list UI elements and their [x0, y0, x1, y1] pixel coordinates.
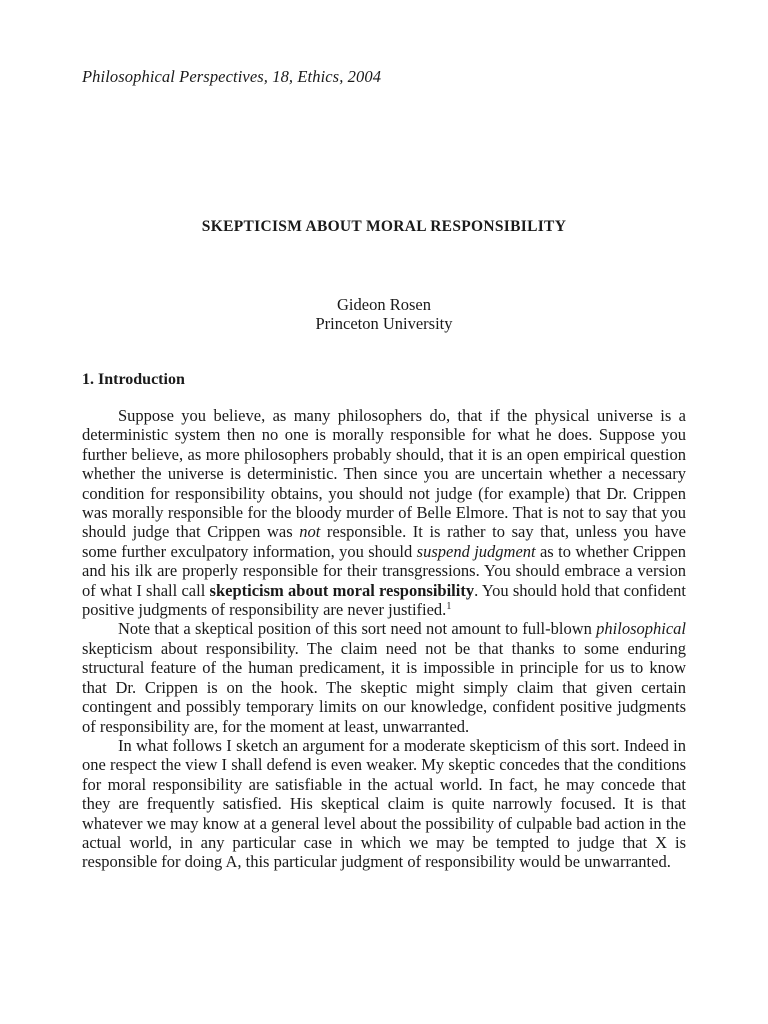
p1-text-c: as to whether Crippen and his ilk are properly responsible for their transgressions. You should embrace a version of what I shall call — [82, 541, 686, 600]
footnote-marker: 1 — [446, 601, 452, 613]
author-name: Gideon Rosen — [337, 295, 431, 314]
paragraph-2 — [82, 619, 686, 735]
p1-text-d: . You should hold that confident positive judgments of responsibility are never justified. — [82, 580, 686, 620]
p1-emphasis-not: not — [299, 522, 321, 542]
p1-text-b: responsible. It is rather to say that, unless you have some further exculpatory information, you should — [82, 522, 686, 561]
author-affiliation: Princeton University — [315, 314, 453, 333]
author-block — [0, 295, 768, 333]
p1-emphasis-suspend-judgment: suspend judgment — [416, 541, 536, 561]
paragraph-3 — [82, 736, 686, 872]
p2-text-b: skepticism about responsibility. The claim need not be that thanks to some enduring structural feature of the human predicament, it is impossible in principle for us to know that Dr. Crippen is on the hook. The skeptic might simply claim that given certain contingent and possibly temporary limits on our knowledge, confident positive judgments of responsibility are, for the moment at least, unwarranted. — [82, 638, 686, 736]
p2-emphasis-philosophical: philosophical — [596, 619, 686, 639]
journal-citation: Philosophical Perspectives, 18, Ethics, 2004 — [82, 67, 382, 86]
p2-text-a: Note that a skeptical position of this sort need not amount to full-blown — [118, 619, 597, 639]
p3-text-a: In what follows I sketch an argument for a moderate skepticism of this sort. Indeed in one respect the view I shall defend is even weaker. My skeptic concedes that the conditions for moral responsibility are satisfiable in the actual world. In fact, he may concede that they are frequently satisfied. His skeptical claim is quite narrowly focused. It is that whatever we may know at a general level about the possibility of culpable bad action in the actual world, in any particular case in which we may be tempted to judge that X is responsible for doing A, this particular judgment of responsibility would be unwarranted. — [82, 735, 686, 872]
body-text — [82, 406, 686, 872]
article-title: SKEPTICISM ABOUT MORAL RESPONSIBILITY — [201, 218, 567, 235]
p1-text-a: Suppose you believe, as many philosophers do, that if the physical universe is a deterministic system then no one is morally responsible for what he does. Suppose you further believe, as more philosophers probably should, that it is an open empirical question whether the universe is deterministic. Then since you are uncertain whether a necessary condition for responsibility obtains, you should not judge (for example) that Dr. Crippen was morally responsible for the bloody murder of Belle Elmore. That is not to say that you should judge that Crippen was — [82, 406, 686, 542]
p1-bold-term: skepticism about moral responsibility — [209, 580, 475, 600]
paragraph-1 — [82, 406, 686, 619]
section-heading: 1. Introduction — [82, 371, 185, 388]
